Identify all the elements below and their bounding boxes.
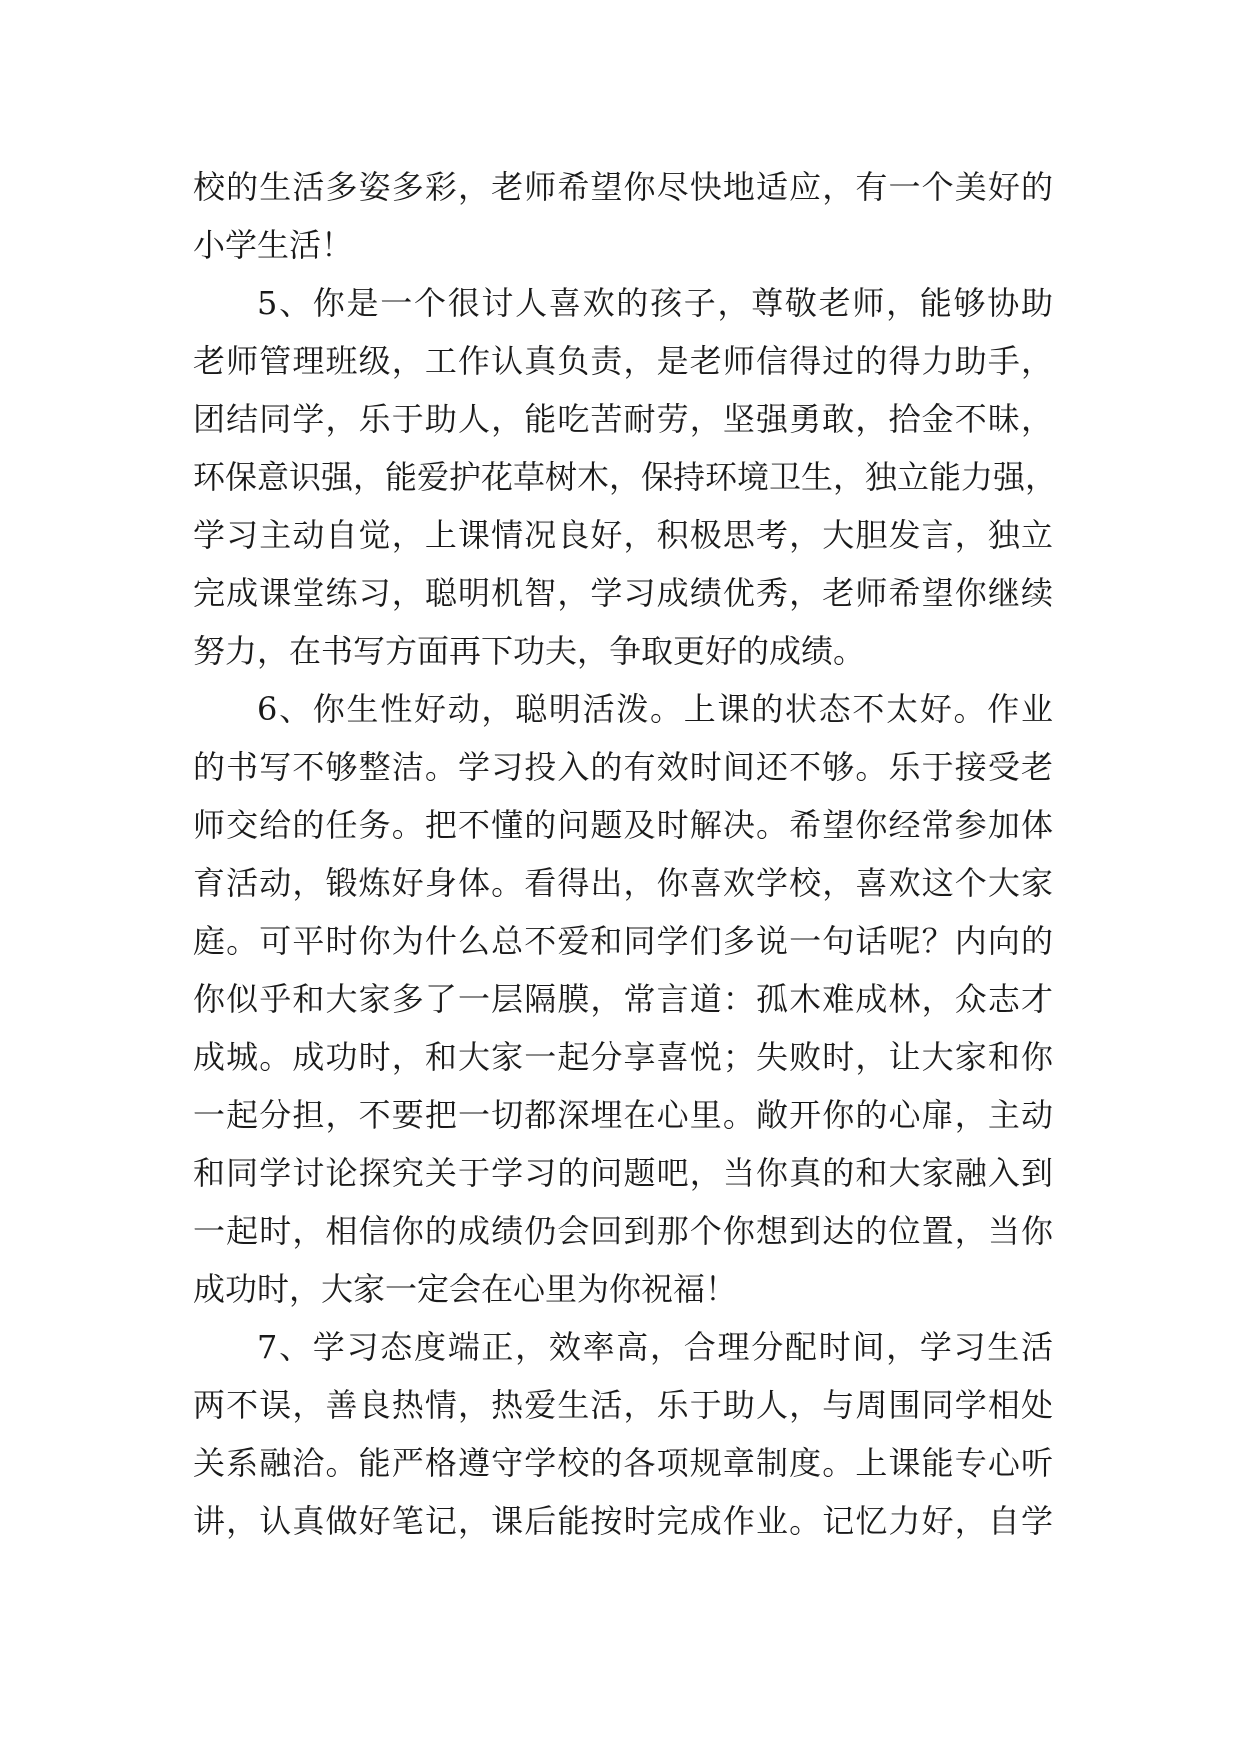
text-line: 和同学讨论探究关于学习的问题吧，当你真的和大家融入到 bbox=[193, 1154, 1053, 1192]
text-line: 两不误，善良热情，热爱生活，乐于助人，与周围同学相处 bbox=[193, 1386, 1053, 1424]
text-line: 5、你是一个很讨人喜欢的孩子，尊敬老师，能够协助 bbox=[257, 284, 1053, 322]
text-line: 师交给的任务。把不懂的问题及时解决。希望你经常参加体 bbox=[193, 806, 1053, 844]
text-line: 成城。成功时，和大家一起分享喜悦；失败时，让大家和你 bbox=[193, 1038, 1053, 1076]
text-line: 庭。可平时你为什么总不爱和同学们多说一句话呢？内向的 bbox=[193, 922, 1053, 960]
text-line: 校的生活多姿多彩，老师希望你尽快地适应，有一个美好的 bbox=[193, 168, 1053, 206]
text-line: 环保意识强，能爱护花草树木，保持环境卫生，独立能力强， bbox=[193, 458, 1058, 496]
text-line: 一起分担，不要把一切都深埋在心里。敞开你的心扉，主动 bbox=[193, 1096, 1053, 1134]
text-line: 成功时，大家一定会在心里为你祝福！ bbox=[193, 1270, 738, 1308]
text-line: 小学生活！ bbox=[193, 226, 354, 264]
text-line: 老师管理班级，工作认真负责，是老师信得过的得力助手， bbox=[193, 342, 1053, 380]
text-line: 关系融洽。能严格遵守学校的各项规章制度。上课能专心听 bbox=[193, 1444, 1053, 1482]
text-line: 努力，在书写方面再下功夫，争取更好的成绩。 bbox=[193, 632, 866, 670]
text-line: 的书写不够整洁。学习投入的有效时间还不够。乐于接受老 bbox=[193, 748, 1053, 786]
text-line: 一起时，相信你的成绩仍会回到那个你想到达的位置，当你 bbox=[193, 1212, 1053, 1250]
text-line: 育活动，锻炼好身体。看得出，你喜欢学校，喜欢这个大家 bbox=[193, 864, 1053, 902]
text-line: 6、你生性好动，聪明活泼。上课的状态不太好。作业 bbox=[257, 690, 1053, 728]
text-line: 完成课堂练习，聪明机智，学习成绩优秀，老师希望你继续 bbox=[193, 574, 1053, 612]
text-line: 学习主动自觉，上课情况良好，积极思考，大胆发言，独立 bbox=[193, 516, 1053, 554]
body-text bbox=[193, 158, 1058, 1550]
text-line: 你似乎和大家多了一层隔膜，常言道：孤木难成林，众志才 bbox=[193, 980, 1053, 1018]
text-line: 7、学习态度端正，效率高，合理分配时间，学习生活 bbox=[257, 1328, 1053, 1366]
text-line: 讲，认真做好笔记，课后能按时完成作业。记忆力好，自学 bbox=[193, 1502, 1053, 1540]
text-line: 团结同学，乐于助人，能吃苦耐劳，坚强勇敢，拾金不昧， bbox=[193, 400, 1053, 438]
